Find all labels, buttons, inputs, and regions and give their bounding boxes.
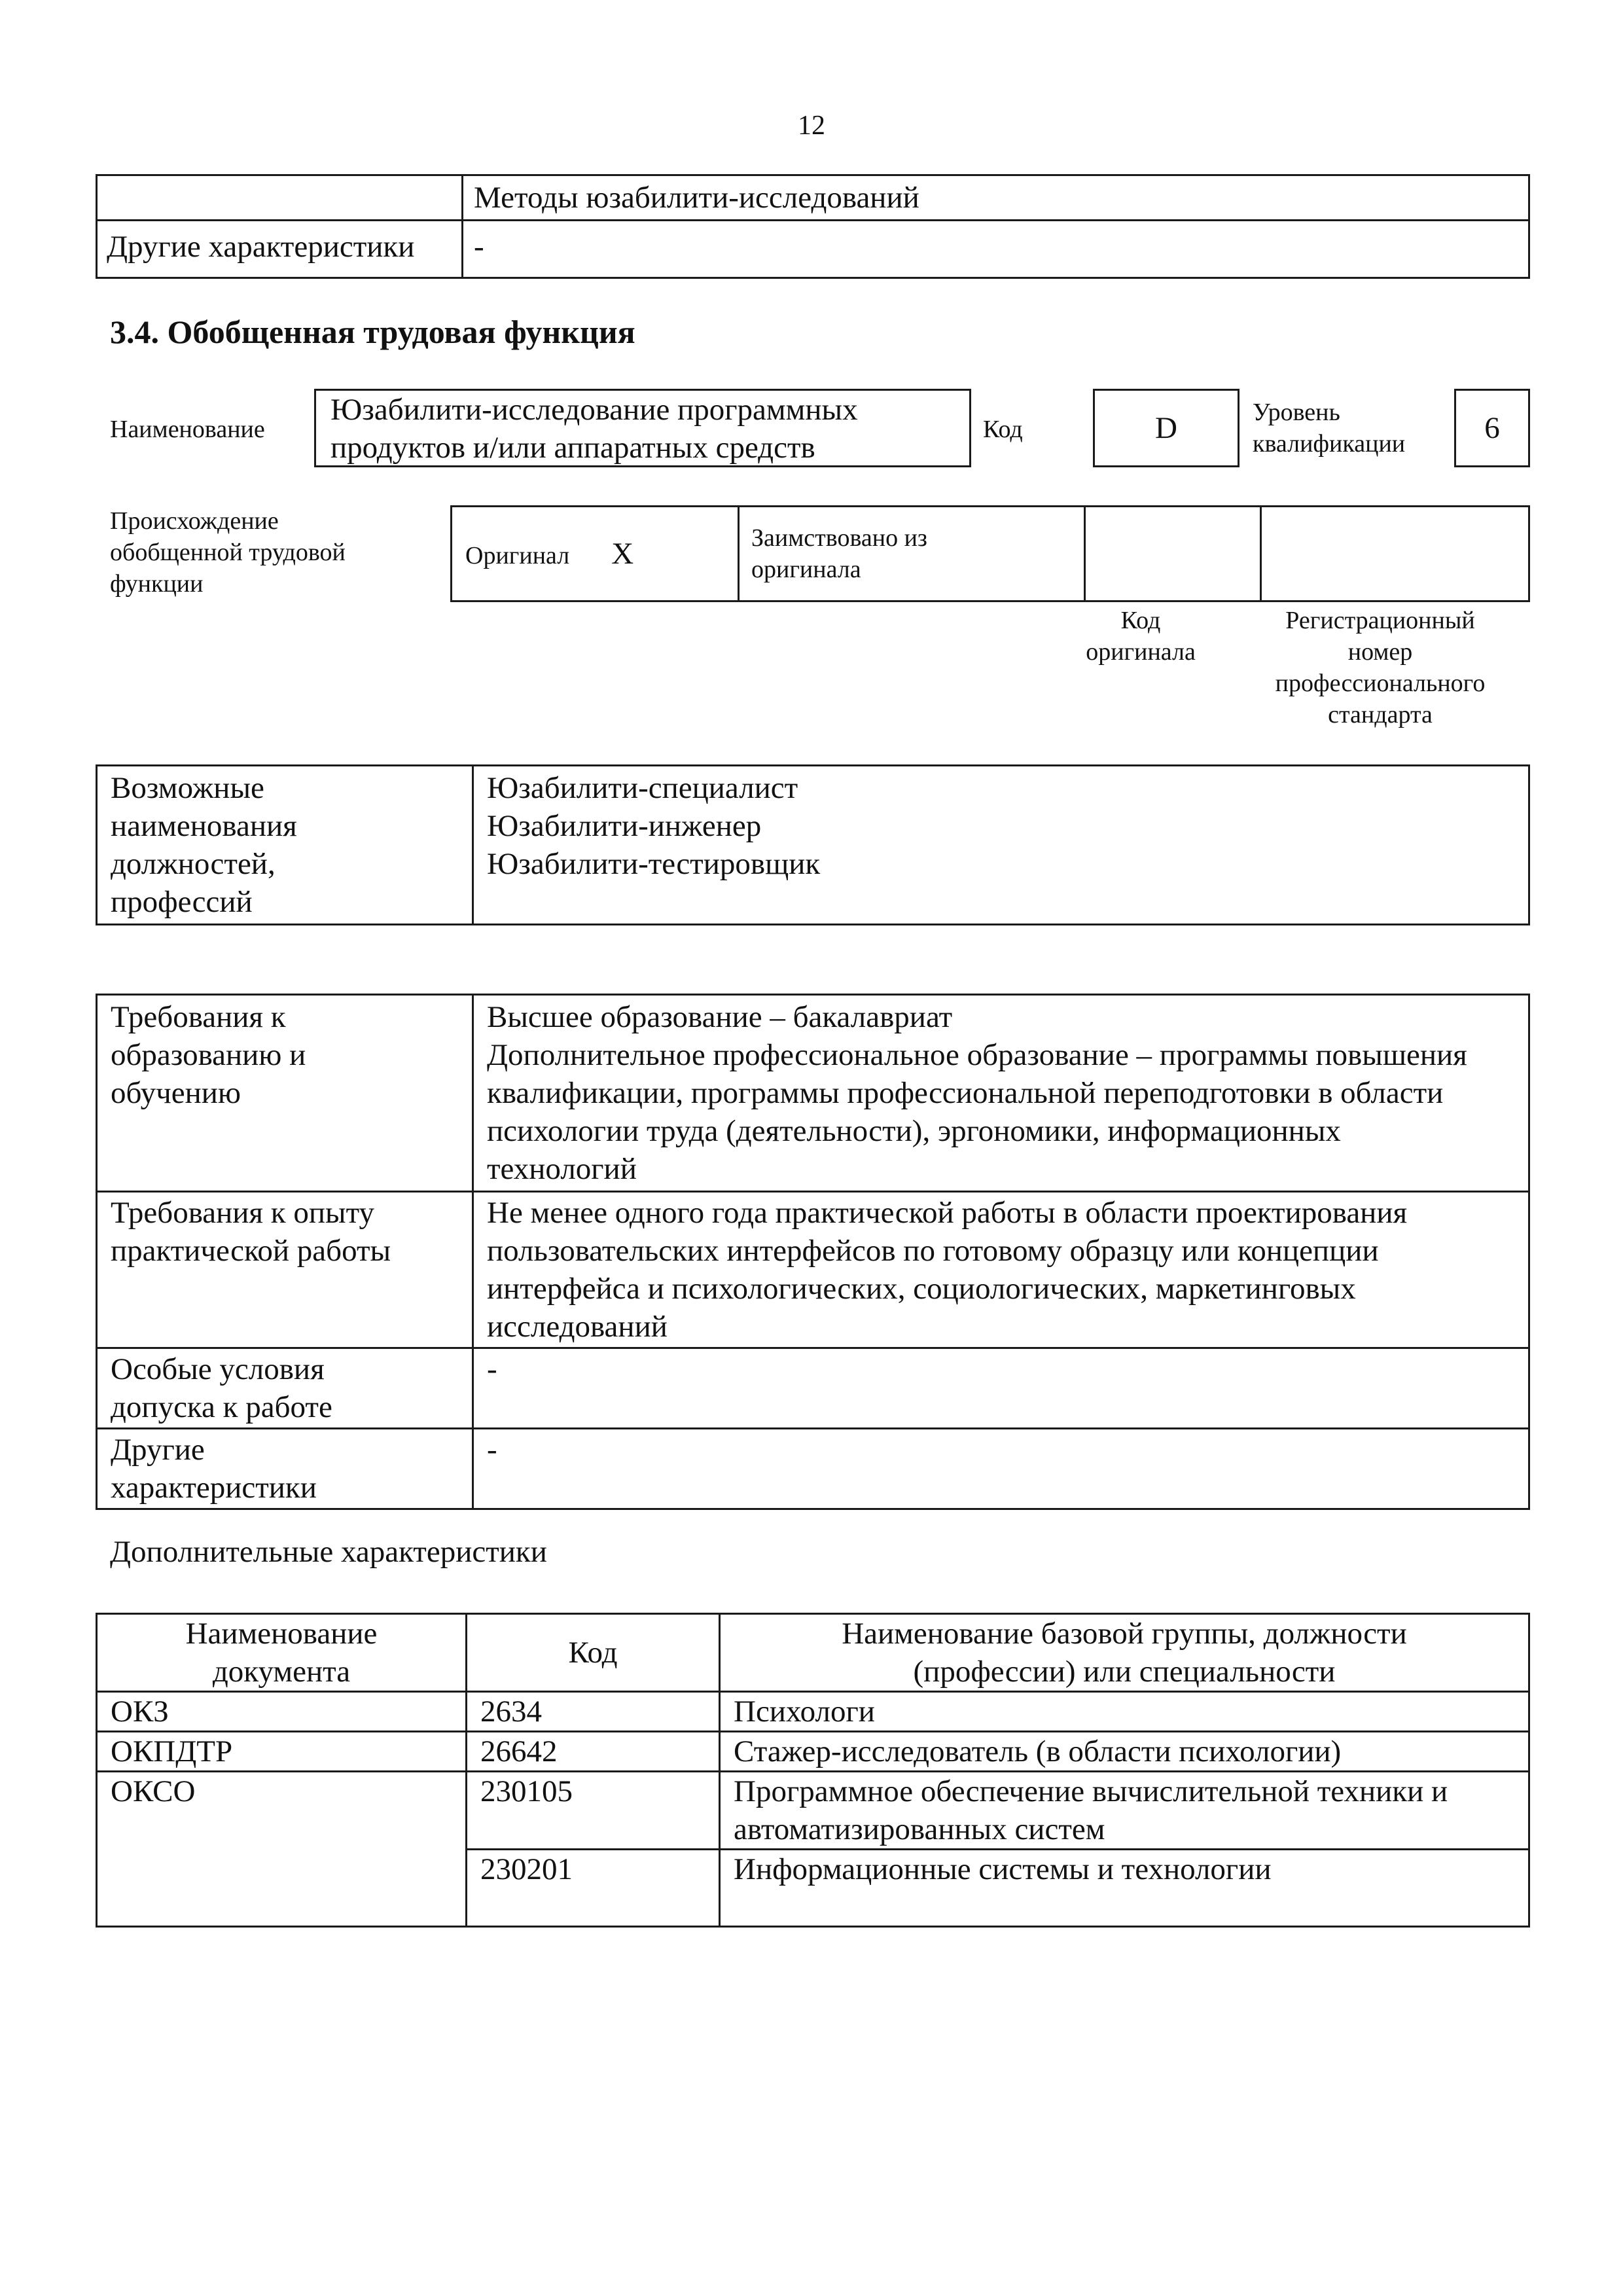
- row-doc: ОКПДТР: [97, 1732, 467, 1772]
- positions-label: [97, 766, 473, 925]
- top-table-row1-value: Методы юзабилити-исследований: [463, 175, 1529, 221]
- positions-label-line: профессий: [111, 885, 253, 919]
- requirements-experience-value: [473, 1192, 1529, 1348]
- top-table: [96, 174, 1530, 279]
- origin-reg-caption-line: номер: [1347, 638, 1413, 666]
- origin-reg-caption-line: Регистрационный: [1285, 607, 1475, 634]
- name-label: Наименование: [110, 416, 265, 443]
- requirements-label-line: практической работы: [111, 1234, 391, 1268]
- position-item: Юзабилити-инженер: [487, 809, 762, 843]
- origin-reg-caption-line: профессионального: [1275, 670, 1486, 697]
- table-row: [97, 1692, 1529, 1732]
- table-row: [97, 1732, 1529, 1772]
- row-name: Психологи: [720, 1692, 1529, 1732]
- code-label: Код: [983, 416, 1023, 443]
- positions-label-line: наименования: [111, 809, 297, 843]
- header-doc-line: Наименование: [185, 1617, 378, 1651]
- requirements-other-label: [97, 1429, 473, 1509]
- requirements-label-line: допуска к работе: [111, 1390, 332, 1424]
- level-label-line: квалификации: [1253, 430, 1406, 457]
- positions-value: [473, 766, 1529, 925]
- requirements-value-line: психологии труда (деятельности), эргономики, информационных: [487, 1114, 1341, 1148]
- origin-borrowed-line: оригинала: [751, 556, 861, 583]
- origin-table: [450, 505, 1530, 602]
- header-group-name: [720, 1614, 1529, 1692]
- additional-heading: Дополнительные характеристики: [110, 1535, 547, 1569]
- requirements-value-line: пользовательских интерфейсов по готовому образцу или концепции: [487, 1234, 1379, 1268]
- requirements-label-line: характеристики: [111, 1471, 317, 1505]
- positions-label-line: Возможные: [111, 771, 264, 805]
- additional-table: [96, 1613, 1530, 1928]
- origin-label: [110, 505, 346, 600]
- position-item: Юзабилити-тестировщик: [487, 847, 821, 881]
- origin-original-cell: [452, 507, 739, 601]
- code-value-box: D: [1093, 389, 1240, 467]
- header-group-line: (профессии) или специальности: [913, 1655, 1336, 1689]
- top-table-empty-cell: [97, 175, 463, 221]
- requirements-conditions-value: -: [473, 1348, 1529, 1429]
- row-doc: ОКСО: [97, 1772, 467, 1927]
- requirements-label-line: Особые условия: [111, 1352, 325, 1386]
- origin-code-caption: [1054, 605, 1228, 668]
- level-label-line: Уровень: [1253, 399, 1340, 426]
- origin-reg-caption: [1230, 605, 1530, 730]
- origin-borrowed-cell: [739, 507, 1085, 601]
- row-code: 2634: [467, 1692, 720, 1732]
- requirements-value-line: Не менее одного года практической работы в области проектирования: [487, 1196, 1408, 1230]
- requirements-value-line: технологий: [487, 1152, 637, 1186]
- positions-label-line: должностей,: [111, 847, 276, 881]
- header-code: Код: [467, 1614, 720, 1692]
- table-row: [97, 1772, 1529, 1850]
- requirements-label-line: Требования к опыту: [111, 1196, 375, 1230]
- header-doc-line: документа: [212, 1655, 351, 1689]
- top-table-row2-label: Другие характеристики: [97, 221, 463, 278]
- origin-reg-number-cell: [1261, 507, 1529, 601]
- header-group-line: Наименование базовой группы, должности: [842, 1617, 1407, 1651]
- requirements-value-line: квалификации, программы профессиональной переподготовки в области: [487, 1076, 1444, 1110]
- row-code: 230105: [467, 1772, 720, 1850]
- requirements-other-value: -: [473, 1429, 1529, 1509]
- level-value-box: 6: [1454, 389, 1530, 467]
- row-name-line: автоматизированных систем: [734, 1812, 1105, 1846]
- requirements-conditions-label: [97, 1348, 473, 1429]
- requirements-education-value: [473, 995, 1529, 1192]
- origin-code-cell: [1085, 507, 1261, 601]
- top-table-row2-value: -: [463, 221, 1529, 278]
- origin-label-line: функции: [110, 570, 204, 598]
- header-doc-name: [97, 1614, 467, 1692]
- level-label: [1253, 397, 1405, 459]
- requirements-value-line: Дополнительное профессиональное образование – программы повышения: [487, 1038, 1467, 1072]
- positions-table: [96, 764, 1530, 925]
- requirements-value-line: интерфейса и психологических, социологических, маркетинговых: [487, 1272, 1356, 1306]
- requirements-experience-label: [97, 1192, 473, 1348]
- row-name-line: Программное обеспечение вычислительной техники и: [734, 1774, 1448, 1808]
- requirements-table: [96, 994, 1530, 1510]
- row-name: Информационные системы и технологии: [720, 1850, 1529, 1927]
- origin-borrowed-line: Заимствовано из: [751, 524, 927, 552]
- origin-original-label: Оригинал: [465, 542, 570, 569]
- function-name-line: продуктов и/или аппаратных средств: [330, 431, 815, 465]
- requirements-label-line: образованию и: [111, 1038, 306, 1072]
- requirements-value-line: исследований: [487, 1310, 668, 1344]
- row-name: Стажер-исследователь (в области психологии): [720, 1732, 1529, 1772]
- origin-code-caption-line: Код: [1120, 607, 1161, 634]
- origin-original-mark: X: [611, 537, 634, 571]
- row-doc: ОКЗ: [97, 1692, 467, 1732]
- position-item: Юзабилити-специалист: [487, 771, 798, 805]
- origin-label-line: Происхождение: [110, 507, 279, 535]
- origin-reg-caption-line: стандарта: [1328, 701, 1433, 728]
- function-name-box: [314, 389, 971, 467]
- requirements-value-line: Высшее образование – бакалавриат: [487, 1000, 953, 1034]
- section-heading: 3.4. Обобщенная трудовая функция: [110, 314, 635, 350]
- requirements-label-line: Требования к: [111, 1000, 286, 1034]
- row-name: [720, 1772, 1529, 1850]
- origin-label-line: обобщенной трудовой: [110, 539, 346, 566]
- requirements-education-label: [97, 995, 473, 1192]
- function-name-line: Юзабилити-исследование программных: [330, 393, 858, 427]
- origin-code-caption-line: оригинала: [1086, 638, 1196, 666]
- requirements-label-line: обучению: [111, 1076, 241, 1110]
- row-code: 26642: [467, 1732, 720, 1772]
- requirements-label-line: Другие: [111, 1433, 205, 1467]
- page-number: 12: [798, 111, 825, 141]
- row-code: 230201: [467, 1850, 720, 1927]
